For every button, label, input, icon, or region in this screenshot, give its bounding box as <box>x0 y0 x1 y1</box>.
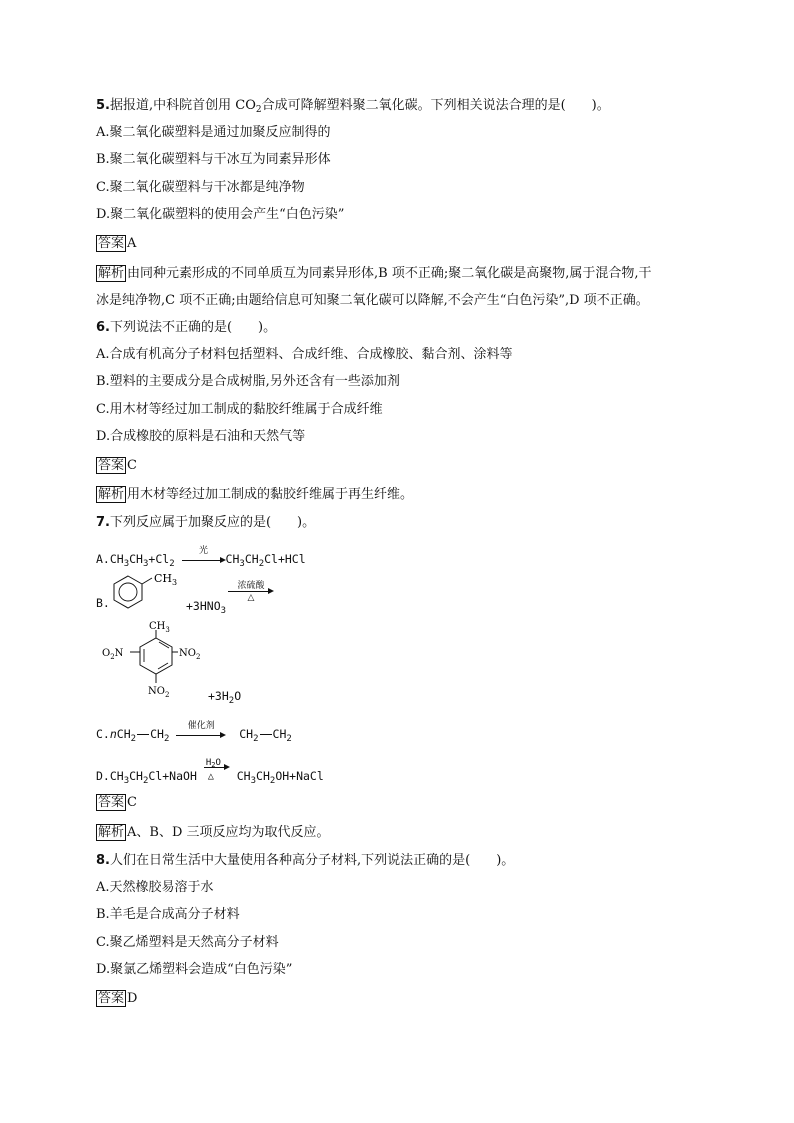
analysis-label: 解析 <box>98 825 125 840</box>
q6-option-a: A.合成有机高分子材料包括塑料、合成纤维、合成橡胶、黏合剂、涂料等 <box>96 347 513 362</box>
svg-text:NO2: $NO_2$ <box>179 648 201 661</box>
q8-stem: 8.人们在日常生活中大量使用各种高分子材料,下列说法正确的是( )。 <box>96 853 515 868</box>
q7-option-b-label: B. <box>96 596 110 610</box>
q6-analysis: 解析 用木材等经过加工制成的黏胶纤维属于再生纤维。 <box>98 487 414 502</box>
q6-answer: 答案 C <box>98 458 137 473</box>
q5-option-a: A.聚二氧化碳塑料是通过加聚反应制得的 <box>96 125 331 140</box>
analysis-label: 解析 <box>98 487 125 502</box>
q8-option-b: B.羊毛是合成高分子材料 <box>96 907 240 922</box>
reaction-arrow: 光 <box>182 552 226 568</box>
q5-option-b: B.聚二氧化碳塑料与干冰互为同素异形体 <box>96 152 331 167</box>
svg-text:CH3: $CH_3$ <box>149 621 170 634</box>
q8-option-d: D.聚氯乙烯塑料会造成“白色污染” <box>96 962 293 977</box>
answer-label: 答案 <box>98 458 125 473</box>
q5-option-c: C.聚二氧化碳塑料与干冰都是纯净物 <box>96 180 305 195</box>
q5-option-d: D.聚二氧化碳塑料的使用会产生“白色污染” <box>96 207 345 222</box>
q7-stem: 7.下列反应属于加聚反应的是( )。 <box>96 515 316 530</box>
q7-option-b-water: $+3H_2O$ <box>208 689 242 706</box>
q8-option-c: C.聚乙烯塑料是天然高分子材料 <box>96 935 279 950</box>
reaction-arrow: $H_2O$ △ <box>204 769 230 785</box>
reaction-arrow: 催化剂 <box>176 727 226 743</box>
q5-answer: 答案 A <box>98 236 137 251</box>
q5-analysis-2: 冰是纯净物,C 项不正确;由题给信息可知聚二氧化碳可以降解,不会产生“白色污染”,D 项不正确。 <box>96 293 649 308</box>
q8-option-a: A.天然橡胶易溶于水 <box>96 880 214 895</box>
q5-analysis-1: 解析 由同种元素形成的不同单质互为同素异形体,B 项不正确;聚二氧化碳是高聚物,属于混合物,干 <box>98 266 652 281</box>
tnt-structure <box>100 620 220 700</box>
q6-option-d: D.合成橡胶的原料是石油和天然气等 <box>96 429 306 444</box>
q7-answer: 答案 C <box>98 795 137 810</box>
svg-text:NO2: $NO_2$ <box>148 686 170 699</box>
q6-stem: 6.下列说法不正确的是( )。 <box>96 320 277 335</box>
answer-label: 答案 <box>98 795 125 810</box>
q5-stem: 5.据报道,中科院首创用 $CO_2$合成可降解塑料聚二氧化碳。下列相关说法合理的是( )。 <box>96 98 610 115</box>
q7-option-d: $D.CH_3CH_2Cl+NaOH$ $H_2O$ △ $CH_3CH_2OH+NaCl$ <box>96 757 324 786</box>
svg-text:O2N: $O_2N$ <box>102 648 124 661</box>
q6-option-c: C.用木材等经过加工制成的黏胶纤维属于合成纤维 <box>96 402 383 417</box>
answer-label: 答案 <box>98 991 125 1006</box>
q8-answer: 答案 D <box>98 991 138 1006</box>
q7-analysis: 解析 A、B、D 三项反应均为取代反应。 <box>98 825 330 840</box>
q6-option-b: B.塑料的主要成分是合成树脂,另外还含有一些添加剂 <box>96 374 400 389</box>
q7-option-b-reagent: $+3HNO_3$ <box>186 599 227 616</box>
q7-option-c: C.nCH$_2$ $CH_2$ 催化剂 $CH_2$ $CH_2$ <box>96 720 292 744</box>
q7-option-b-arrow: 浓硫酸 △ <box>228 578 274 608</box>
svg-text:CH3: $CH_3$ <box>154 572 178 587</box>
analysis-label: 解析 <box>98 266 125 281</box>
q7-option-a: $A.CH_3CH_3+Cl_2$ 光 $CH_3CH_2Cl+HCl$ <box>96 545 306 569</box>
answer-label: 答案 <box>98 236 125 251</box>
